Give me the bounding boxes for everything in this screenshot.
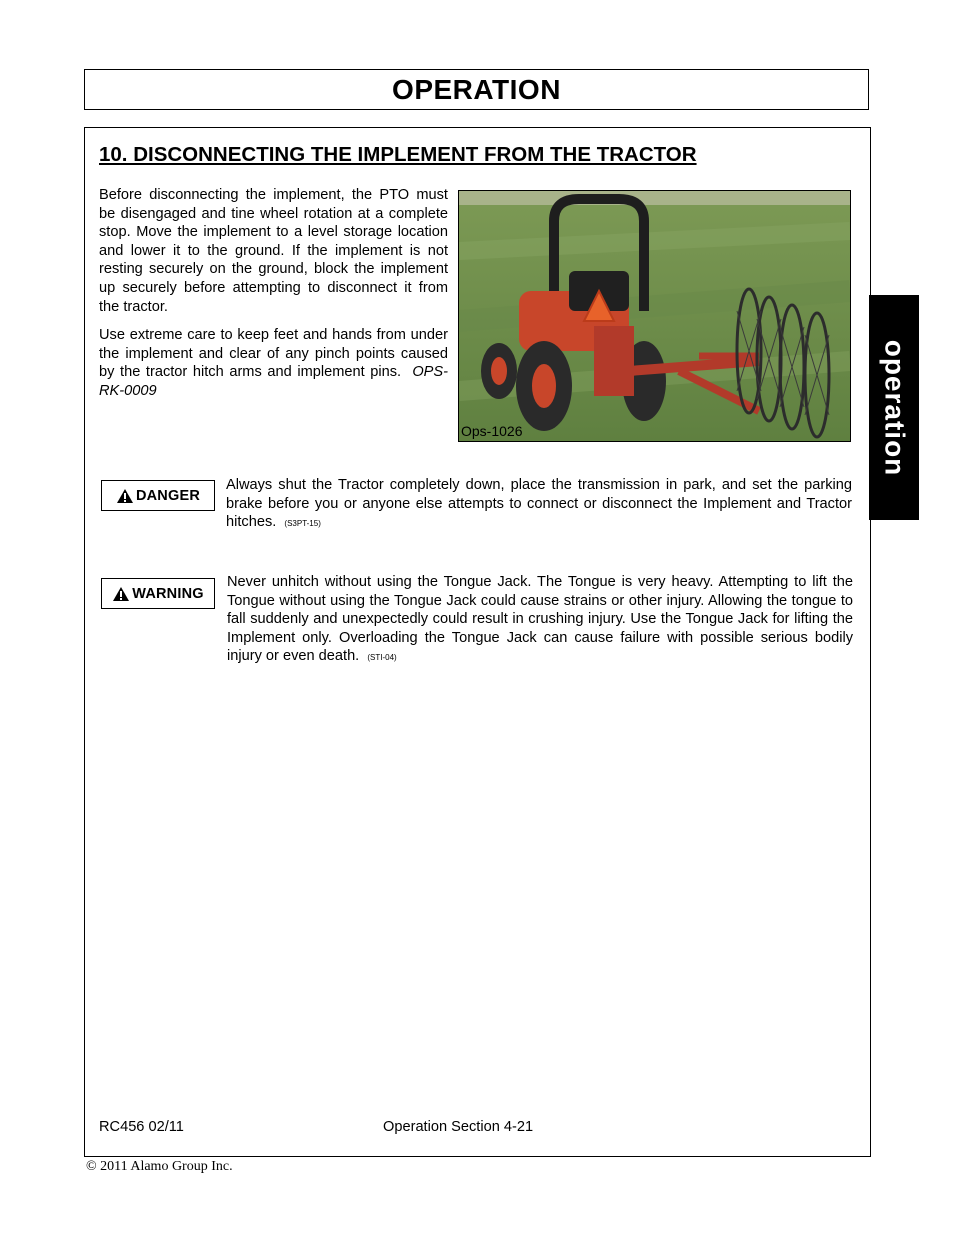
danger-alert-icon [116,488,134,504]
danger-code: (S3PT-15) [284,519,321,529]
caution-paragraph-code: OPS-RK-0009 [99,364,449,399]
side-section-tab [869,295,919,520]
photo-caption: Ops-1026 [461,423,523,439]
warning-code: (STI-04) [367,653,397,663]
footer-section: Operation Section 4-21 [383,1119,534,1135]
warning-text [227,573,853,668]
footer-model: RC456 02/11 [99,1119,184,1135]
caution-paragraph-text: Use extreme care to keep feet and hands from under the implement and clear of any pinch points caused by the tractor hitch arms and implement pins. [99,327,448,381]
danger-label: DANGER [135,487,201,504]
danger-sign [101,480,215,511]
danger-text [226,476,852,534]
caution-paragraph [99,326,448,400]
header-box [84,69,869,110]
tractor-rake-photo [458,190,851,442]
warning-alert-icon [112,586,130,602]
warning-label: WARNING [132,585,204,602]
page-header-title: OPERATION [392,73,561,105]
section-title: 10. DISCONNECTING THE IMPLEMENT FROM THE TRACTOR [99,143,697,166]
copyright: © 2011 Alamo Group Inc. [86,1159,233,1174]
danger-text-body: Always shut the Tractor completely down, place the transmission in park, and set the parking brake before you or anyone else attempts to connect or disconnect the Implement and Tractor hitches. [226,477,852,531]
tractor-rake-illustration [459,191,850,441]
warning-text-body: Never unhitch without using the Tongue Jack. The Tongue is very heavy. Attempting to lift the Tongue without using the Tongue Jack could cause strains or other injury. Allowing the tongue to fall suddenly and unexpectedly could result in crushing injury. Use the Tongue Jack for lifting the Implement only. Overloading the Tongue Jack can cause failure with possible serious bodily injury or even death. [227,574,853,665]
side-tab-label: operation [879,339,910,476]
intro-paragraph: Before disconnecting the implement, the PTO must be disengaged and tine wheel rotation at a complete stop. Move the implement to a level storage location and lower it to the ground. If the implement is not resting securely on the ground, block the implement up securely before attempting to disconnect it from the tractor. [99,187,448,315]
warning-sign [101,578,215,609]
